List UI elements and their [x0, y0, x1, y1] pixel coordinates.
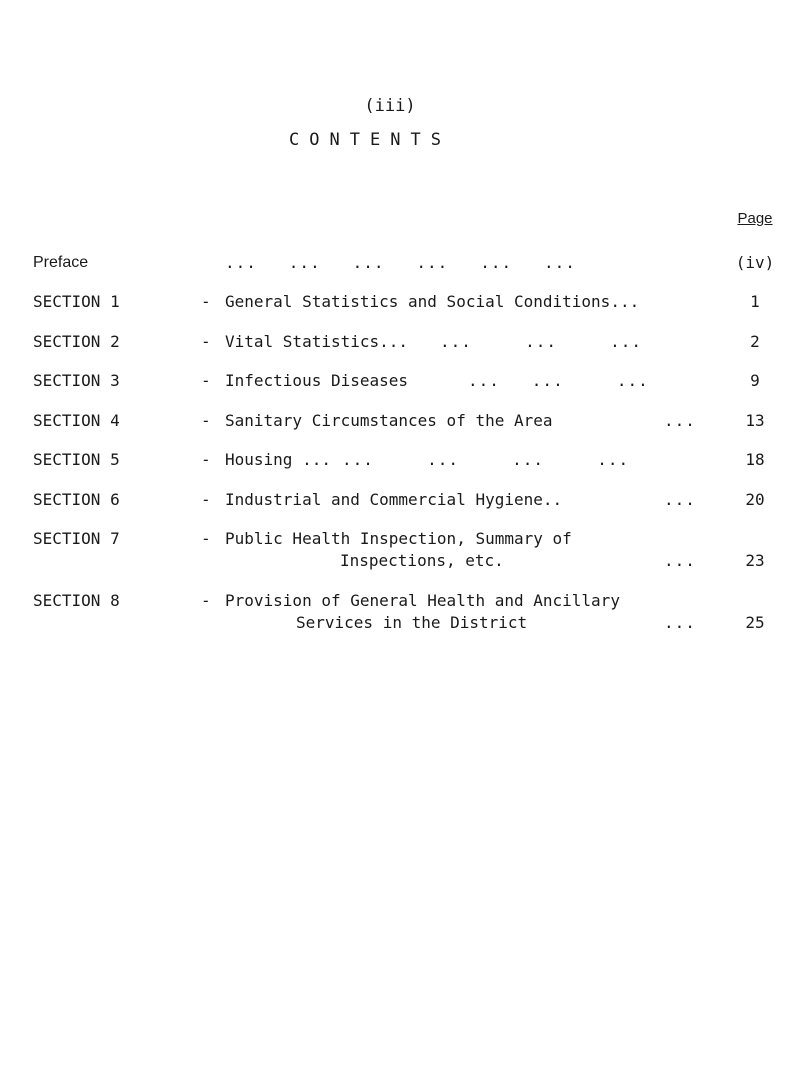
- toc-entry-title: General Statistics and Social Conditions...: [225, 292, 640, 311]
- toc-entry-dash: -: [201, 332, 211, 351]
- page-number: (iii): [364, 96, 416, 116]
- toc-entry-dash: -: [201, 529, 211, 548]
- toc-entry-label: SECTION 8: [33, 591, 120, 610]
- toc-entry-label: Preface: [33, 254, 89, 271]
- toc-entry-label: SECTION 4: [33, 411, 120, 430]
- toc-entry-title: Housing ...: [225, 450, 331, 469]
- toc-entry-leader: ... ... ...: [440, 332, 643, 351]
- toc-entry-title: Infectious Diseases: [225, 371, 409, 390]
- toc-entry-label: SECTION 6: [33, 490, 120, 509]
- contents-title: CONTENTS: [289, 130, 451, 150]
- toc-entry-title-continued: Inspections, etc.: [340, 551, 504, 570]
- toc-entry-label: SECTION 1: [33, 292, 120, 311]
- toc-entry-dash: -: [201, 450, 211, 469]
- toc-entry-label: SECTION 2: [33, 332, 120, 351]
- toc-entry-title: Vital Statistics...: [225, 332, 409, 351]
- page-column-header: Page: [737, 210, 773, 227]
- toc-entry-page: 23: [745, 551, 765, 570]
- toc-entry-page: 13: [745, 411, 765, 430]
- toc-entry-page: 2: [750, 332, 760, 351]
- toc-entry-title: Sanitary Circumstances of the Area: [225, 411, 553, 430]
- toc-entry-leader: ...: [664, 490, 696, 509]
- toc-entry-leader: ... ... ...: [468, 371, 649, 390]
- toc-entry-page: 18: [745, 450, 765, 469]
- toc-entry-page: (iv): [735, 253, 775, 272]
- toc-entry-dash: -: [201, 292, 211, 311]
- toc-entry-dash: -: [201, 490, 211, 509]
- toc-entry-dash: -: [201, 411, 211, 430]
- toc-entry-label: SECTION 3: [33, 371, 120, 390]
- toc-entry-leader: ...: [664, 411, 696, 430]
- toc-entry-section-8[interactable]: [0, 590, 800, 634]
- toc-entry-title-continued: Services in the District: [296, 613, 528, 632]
- toc-entry-page: 20: [745, 490, 765, 509]
- toc-entry-dash: -: [201, 371, 211, 390]
- toc-entry-leader: ... ... ... ... ... ...: [225, 253, 576, 272]
- toc-entry-title: Public Health Inspection, Summary of: [225, 529, 572, 548]
- toc-entry-section-7[interactable]: [0, 528, 800, 572]
- toc-entry-title: Provision of General Health and Ancillary: [225, 591, 620, 610]
- toc-entry-leader: ...: [664, 613, 696, 632]
- toc-entry-page: 25: [745, 613, 765, 632]
- toc-entry-label: SECTION 7: [33, 529, 120, 548]
- toc-entry-leader: ... ... ... ...: [342, 450, 630, 469]
- toc-entry-leader: ...: [664, 551, 696, 570]
- toc-entry-title: Industrial and Commercial Hygiene..: [225, 490, 563, 509]
- toc-entry-page: 1: [750, 292, 760, 311]
- toc-entry-page: 9: [750, 371, 760, 390]
- toc-entry-label: SECTION 5: [33, 450, 120, 469]
- toc-entry-dash: -: [201, 591, 211, 610]
